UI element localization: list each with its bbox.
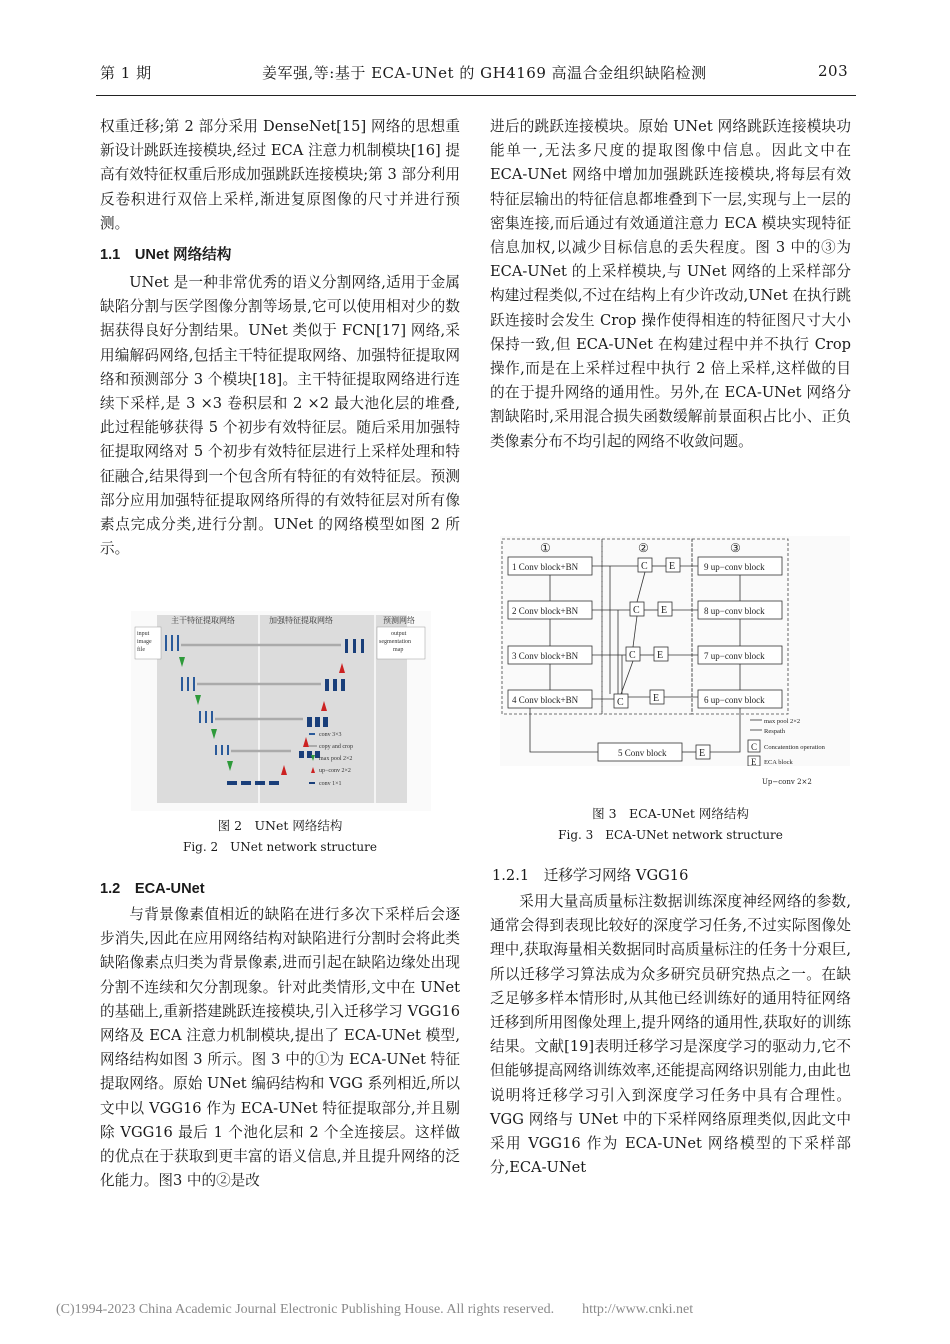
fig3-caption-en: Fig. 3 ECA-UNet network structure bbox=[558, 828, 783, 842]
left-paragraph-2 bbox=[100, 271, 460, 561]
left-paragraph-1 bbox=[100, 115, 460, 236]
fig2-legend-maxpool: max pool 2×2 bbox=[319, 756, 353, 762]
fig2-input-l3: file bbox=[137, 647, 145, 653]
fig2-legend-conv: conv 3×3 bbox=[319, 732, 342, 738]
figure-2-unet-diagram bbox=[131, 611, 431, 811]
fig3-dec-6: 6 up−conv block bbox=[704, 695, 765, 705]
section-1-1-heading: 1.1 UNet 网络结构 bbox=[100, 247, 232, 263]
fig3-legend-c-glyph: C bbox=[751, 742, 758, 752]
figure-3-eca-unet-diagram bbox=[500, 536, 850, 766]
header-issue: 第 1 期 bbox=[100, 64, 152, 82]
header-running-title: 姜军强,等:基于 ECA-UNet 的 GH4169 高温合金组织缺陷检测 bbox=[262, 64, 707, 82]
fig3-section-1: ① bbox=[540, 541, 551, 555]
fig3-legend-e-glyph: E bbox=[751, 757, 757, 766]
fig3-enc-3: 3 Conv block+BN bbox=[512, 651, 579, 661]
fig3-c-2: C bbox=[633, 605, 640, 616]
fig3-section-2: ② bbox=[638, 541, 649, 555]
fig2-output-l1: output bbox=[391, 631, 407, 637]
fig3-legend-concat: Concatention operation bbox=[764, 744, 825, 751]
fig3-legend-upconv: Up−conv 2×2 bbox=[762, 778, 812, 786]
fig2-input-l1: input bbox=[137, 631, 150, 637]
right-p1-text: 进后的跳跃连接模块。原始 UNet 网络跳跃连接模块功能单一,无法多尺度的提取图像中信息。因此文中在 ECA-UNet 网络中增加加强跳跃连接模块,将每层有效特征层输出的特征信息都堆叠到下一层,实现与上一层的密集连接,而后通过有效通道注意力 ECA 模块实现特征信息加权,以减少目标信息的丢失程度。图 3 中的③为 ECA-UNet 的上采样模块,与 UNet 网络的上采样部分构建过程类似,不过在结构上有少许改动,UNet 在执行跳跃连接时会发生 Crop 操作使得相连的特征图尺寸大小保持一致,但 ECA-UNet 在构建过程中并不执行 Crop 操作,而是在上采样过程中执行 2 倍上采样,这样做的目的在于提升网络的通用性。另外,在 ECA-UNet 网络分割缺陷时,采用混合损失函数缓解前景面积占比小、正负类像素分布不均引起的网络不收敛问题。 bbox=[490, 118, 851, 450]
fig3-section-3: ③ bbox=[730, 541, 741, 555]
fig3-e-2: E bbox=[661, 605, 668, 616]
fig3-e-4: E bbox=[653, 693, 660, 704]
fig3-c-3: C bbox=[629, 650, 636, 661]
fig3-e-5: E bbox=[699, 748, 706, 759]
fig2-label-predict: 预测网络 bbox=[383, 616, 415, 625]
fig3-dec-8: 8 up−conv block bbox=[704, 606, 765, 616]
fig2-caption-cn: 图 2 UNet 网络结构 bbox=[217, 818, 343, 833]
fig2-input-l2: image bbox=[137, 639, 152, 645]
fig3-c-4: C bbox=[617, 697, 624, 708]
fig2-label-backbone: 主干特征提取网络 bbox=[171, 616, 235, 625]
fig2-legend-copy: copy and crop bbox=[319, 744, 353, 750]
fig3-dec-9: 9 up−conv block bbox=[704, 562, 765, 572]
right-p2-text: 采用大量高质量标注数据训练深度神经网络的参数,通常会得到表现比较好的深度学习任务,不过实际图像处理中,获取海量相关数据同时高质量标注的任务十分艰巨,所以迁移学习算法成为众多研究员研究热点之一。在缺乏足够多样本情形时,从其他已经训练好的通用特征网络迁移到所用图像处理上,提升网络的通用性,获取好的训练结果。文献[19]表明迁移学习是深度学习的驱动力,它不但能够提高网络训练效率,还能提高网络识别能力,由此也说明将迁移学习引入到深度学习任务中具有合理性。VGG 网络与 UNet 中的下采样网络原理类似,因此文中采用 VGG16 作为 ECA-UNet 网络模型的下采样部分,ECA-UNet bbox=[490, 893, 851, 1177]
fig3-legend-maxpool: max pool 2×2 bbox=[764, 718, 801, 725]
fig2-legend-conv1: conv 1×1 bbox=[319, 781, 342, 787]
fig3-legend-respath: Respath bbox=[764, 728, 785, 735]
header-page-number: 203 bbox=[818, 62, 849, 80]
fig2-caption-en: Fig. 2 UNet network structure bbox=[183, 840, 377, 854]
section-1-2-1-heading: 1.2.1 迁移学习网络 VGG16 bbox=[492, 867, 689, 884]
section-1-2-heading: 1.2 ECA-UNet bbox=[100, 881, 205, 897]
fig2-output-l3: map bbox=[393, 647, 404, 653]
fig2-legend-upconv: up−conv 2×2 bbox=[319, 768, 351, 774]
left-p2-text: UNet 是一种非常优秀的语义分割网络,适用于金属缺陷分割与医学图像分割等场景,它可以使用相对少的数据获得良好分割结果。UNet 类似于 FCN[17] 网络,采用编解码网络,包括主干特征提取网络、加强特征提取网络和预测部分 3 个模块[18]。主干特征提取网络进行连续下采样,是 3 ×3 卷积层和 2 ×2 最大池化层的堆叠,此过程能够获得 5 个初步有效特征层。随后采用加强特征提取网络对 5 个初步有效特征层进行上采样处理和特征融合,结果得到一个包含所有特征的有效特征层。预测部分应用加强特征提取网络所得的有效特征层对所有像素点完成分类,进行分割。UNet 的网络模型如图 2 所示。 bbox=[100, 274, 460, 558]
fig3-enc-1: 1 Conv block+BN bbox=[512, 562, 579, 572]
fig3-enc-2: 2 Conv block+BN bbox=[512, 606, 579, 616]
right-paragraph-1 bbox=[490, 115, 851, 454]
fig3-c-1: C bbox=[641, 561, 648, 572]
fig2-output-l2: segmentation bbox=[379, 639, 411, 645]
left-p3-text: 与背景像素值相近的缺陷在进行多次下采样后会逐步消失,因此在应用网络结构对缺陷进行分割时会将此类缺陷像素点归类为背景像素,进而引起在缺陷边缘处出现分割不连续和欠分割现象。针对此类情形,文中在 UNet 的基础上,重新搭建跳跃连接模块,引入迁移学习 VGG16 网络及 ECA 注意力机制模块,提出了 ECA-UNet 模型,网络结构如图 3 所示。图 3 中的①为 ECA-UNet 特征提取网络。原始 UNet 编码结构和 VGG 系列相近,所以文中以 VGG16 作为 ECA-UNet 特征提取部分,并且剔除 VGG16 最后 1 个池化层和 2 个全连接层。这样做的优点在于获取到更丰富的语义信息,并且提升网络的泛化能力。图3 中的②是改 bbox=[100, 906, 460, 1190]
fig3-caption-cn: 图 3 ECA-UNet 网络结构 bbox=[592, 806, 749, 821]
fig3-legend-eca: ECA block bbox=[764, 759, 793, 766]
left-paragraph-3 bbox=[100, 903, 460, 1193]
fig3-enc-5: 5 Conv block bbox=[618, 748, 667, 758]
fig3-e-3: E bbox=[657, 650, 664, 661]
right-paragraph-2 bbox=[490, 890, 851, 1180]
fig3-enc-4: 4 Conv block+BN bbox=[512, 695, 579, 705]
left-p1-text: 权重迁移;第 2 部分采用 DenseNet[15] 网络的思想重新设计跳跃连接模块,经过 ECA 注意力机制模块[16] 提高有效特征权重后形成加强跳跃连接模块;第 3 部分利用反卷积进行双倍上采样,渐进复原图像的尺寸并进行预测。 bbox=[100, 118, 460, 232]
copyright-footer: (C)1994-2023 China Academic Journal Electronic Publishing House. All rights reserved. http://www.cnki.net bbox=[56, 1302, 694, 1317]
fig3-dec-7: 7 up−conv block bbox=[704, 651, 765, 661]
header-rule bbox=[96, 95, 856, 96]
fig3-e-1: E bbox=[669, 561, 676, 572]
fig2-label-enhance: 加强特征提取网络 bbox=[269, 616, 333, 625]
